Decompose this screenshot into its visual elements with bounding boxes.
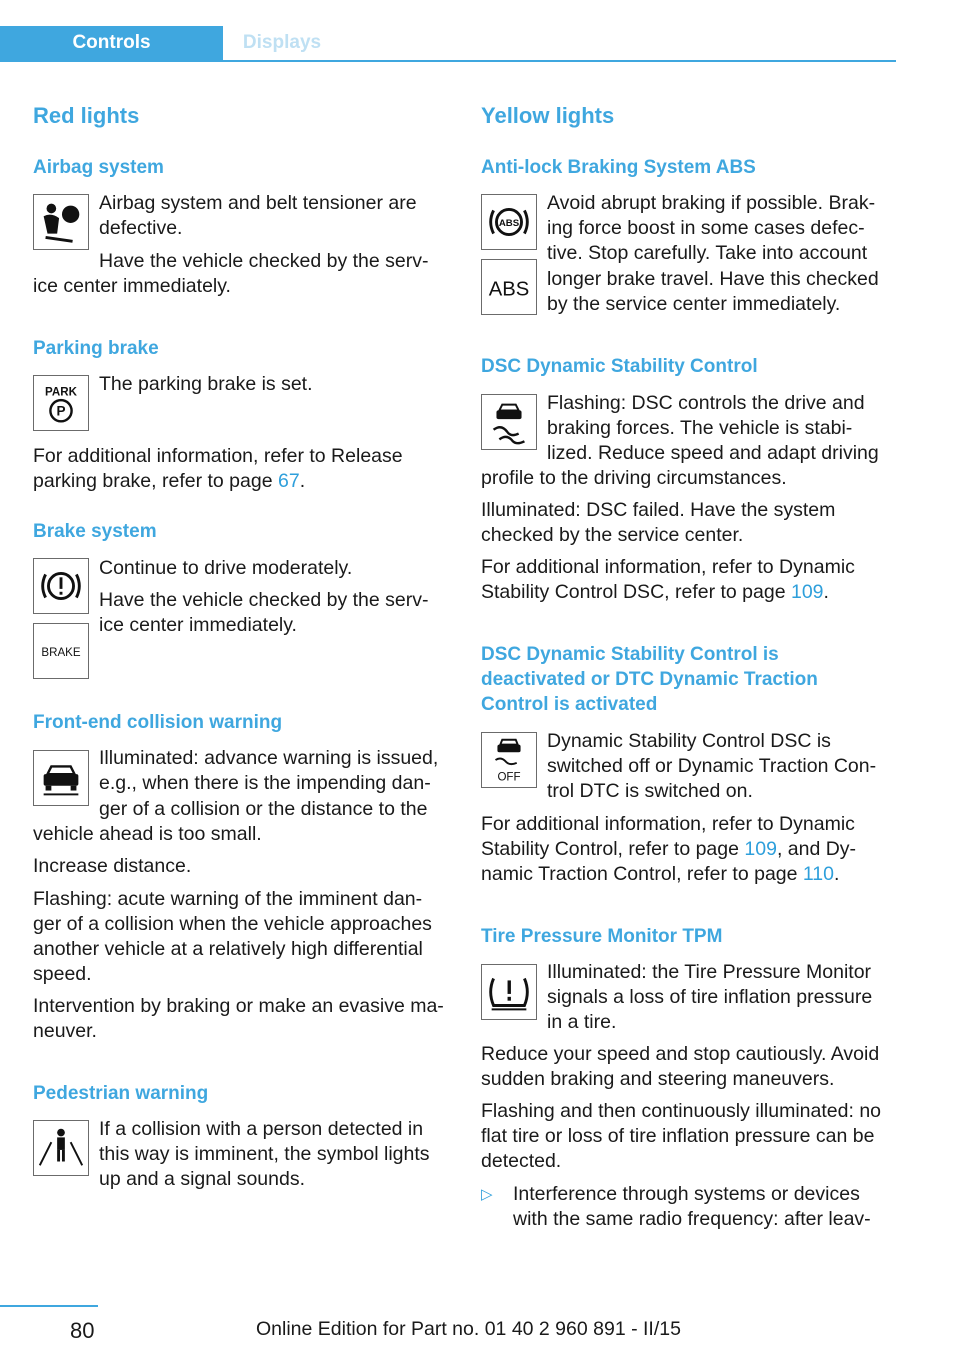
- tpm-text-1: Illuminated: the Tire Pressure Monitor: [547, 961, 872, 983]
- heading-abs: Anti-lock Braking System ABS: [481, 157, 756, 178]
- collision-text-5: Increase distance.: [33, 855, 192, 877]
- dsc-off-icon: [481, 732, 537, 788]
- pedestrian-warning-icon: [33, 1120, 89, 1176]
- tpm-text-3: in a tire.: [547, 1011, 617, 1033]
- tpm-text-7: flat tire or loss of tire inflation pressure can be: [481, 1125, 875, 1147]
- pedestrian-text-2: this way is imminent, the symbol lights: [99, 1143, 430, 1165]
- abs-text-icon: [481, 259, 537, 315]
- abs-text-5: by the service center immediately.: [547, 293, 841, 315]
- heading-dsc: DSC Dynamic Stability Control: [481, 356, 758, 377]
- parking-text-2: For additional information, refer to Release: [33, 445, 403, 467]
- brake-text-icon: [33, 623, 89, 679]
- brake-warning-icon: [33, 558, 89, 614]
- dtc-text-5: Stability Control, refer to page 109, and Dy-: [481, 838, 857, 860]
- heading-dsc-deactivated-line-1: DSC Dynamic Stability Control is: [481, 644, 779, 665]
- brake-text-2: Have the vehicle checked by the serv-: [99, 589, 429, 611]
- heading-tpm: Tire Pressure Monitor TPM: [481, 926, 723, 947]
- collision-text-7: ger of a collision when the vehicle approaches: [33, 913, 432, 935]
- dsc-text-4: profile to the driving circumstances.: [481, 467, 787, 489]
- page-link-109[interactable]: 109: [744, 838, 777, 860]
- tab-controls[interactable]: Controls: [0, 26, 223, 60]
- collision-text-11: neuver.: [33, 1020, 97, 1042]
- section-title-red-lights: Red lights: [33, 103, 140, 128]
- page-number: 80: [70, 1318, 95, 1343]
- collision-text-6: Flashing: acute warning of the imminent dan-: [33, 888, 423, 910]
- svg-text:OFF: OFF: [497, 771, 521, 784]
- heading-airbag-system: Airbag system: [33, 157, 164, 178]
- page-link-109[interactable]: 109: [790, 581, 824, 603]
- pedestrian-text-3: up and a signal sounds.: [99, 1168, 305, 1190]
- tpm-bullet-text-2: with the same radio frequency: after leav-: [513, 1208, 871, 1230]
- collision-text-9: speed.: [33, 963, 92, 985]
- abs-text-4: longer brake travel. Have this checked: [547, 268, 879, 290]
- pedestrian-text-1: If a collision with a person detected in: [99, 1118, 424, 1140]
- abs-text-1: Avoid abrupt braking if possible. Brak-: [547, 192, 876, 214]
- airbag-text-3: Have the vehicle checked by the serv-: [99, 250, 429, 272]
- dsc-text-5: Illuminated: DSC failed. Have the system: [481, 499, 836, 521]
- dsc-text-3: lized. Reduce speed and adapt driving: [547, 442, 879, 464]
- svg-text:P: P: [56, 403, 66, 419]
- svg-text:ABS: ABS: [498, 217, 520, 229]
- dsc-text-8: Stability Control DSC, refer to page 109.: [481, 581, 829, 603]
- edition-footer: Online Edition for Part no. 01 40 2 960 891 - II/15: [256, 1318, 681, 1340]
- tpm-bullet-text-1: Interference through systems or devices: [513, 1183, 860, 1205]
- collision-text-10: Intervention by braking or make an evasive ma-: [33, 995, 444, 1017]
- airbag-text-1: Airbag system and belt tensioner are: [99, 192, 417, 214]
- dtc-text-6: namic Traction Control, refer to page 110.: [481, 863, 840, 885]
- heading-front-end-collision-warning: Front-end collision warning: [33, 712, 283, 733]
- collision-text-1: Illuminated: advance warning is issued,: [99, 747, 439, 769]
- collision-text-2: e.g., when there is the impending dan-: [99, 772, 431, 794]
- header-tabbar: [0, 26, 896, 62]
- bullet-marker: ▷: [481, 1186, 493, 1203]
- collision-text-3: ger of a collision or the distance to the: [99, 798, 428, 820]
- dtc-text-3: trol DTC is switched on.: [547, 780, 753, 802]
- heading-dsc-deactivated-line-2: deactivated or DTC Dynamic Traction: [481, 669, 818, 690]
- tab-displays[interactable]: Displays: [242, 32, 322, 53]
- tire-pressure-icon: [481, 964, 537, 1020]
- parking-text-3: parking brake, refer to page 67.: [33, 470, 306, 492]
- airbag-warning-icon: [33, 194, 89, 250]
- tpm-text-6: Flashing and then continuously illuminated: no: [481, 1100, 882, 1122]
- dtc-text-4: For additional information, refer to Dynamic: [481, 813, 855, 835]
- heading-parking-brake: Parking brake: [33, 338, 159, 359]
- page-link-110[interactable]: 110: [802, 863, 834, 885]
- dsc-text-2: braking forces. The vehicle is stabi-: [547, 417, 853, 439]
- page-link-67[interactable]: 67: [277, 470, 300, 492]
- svg-text:BRAKE: BRAKE: [41, 646, 81, 659]
- tpm-text-4: Reduce your speed and stop cautiously. Avoid: [481, 1043, 880, 1065]
- dtc-text-1: Dynamic Stability Control DSC is: [547, 730, 831, 752]
- abs-text-2: ing force boost in some cases defec-: [547, 217, 865, 239]
- footer-rule: [0, 1305, 98, 1307]
- tpm-text-5: sudden braking and steering maneuvers.: [481, 1068, 835, 1090]
- svg-text:ABS: ABS: [488, 278, 530, 301]
- heading-pedestrian-warning: Pedestrian warning: [33, 1083, 209, 1104]
- abs-circle-icon: [481, 194, 537, 250]
- tpm-text-8: detected.: [481, 1150, 562, 1172]
- abs-text-3: tive. Stop carefully. Take into account: [547, 242, 868, 264]
- heading-brake-system: Brake system: [33, 521, 157, 542]
- svg-text:PARK: PARK: [45, 386, 77, 399]
- dsc-text-1: Flashing: DSC controls the drive and: [547, 392, 865, 414]
- brake-text-1: Continue to drive moderately.: [99, 557, 353, 579]
- brake-text-3: ice center immediately.: [99, 614, 297, 636]
- collision-text-4: vehicle ahead is too small.: [33, 823, 262, 845]
- airbag-text-4: ice center immediately.: [33, 275, 231, 297]
- dsc-text-7: For additional information, refer to Dynamic: [481, 556, 855, 578]
- parking-text-1: The parking brake is set.: [99, 373, 313, 395]
- collision-warning-car-icon: [33, 750, 89, 806]
- airbag-text-2: defective.: [99, 217, 183, 239]
- dsc-car-skid-icon: [481, 394, 537, 450]
- dtc-text-2: switched off or Dynamic Traction Con-: [547, 755, 877, 777]
- parking-brake-icon: [33, 375, 89, 431]
- heading-dsc-deactivated-line-3: Control is activated: [481, 694, 658, 715]
- tpm-text-2: signals a loss of tire inflation pressure: [547, 986, 873, 1008]
- collision-text-8: another vehicle at a relatively high differential: [33, 938, 423, 960]
- section-title-yellow-lights: Yellow lights: [481, 103, 615, 128]
- dsc-text-6: checked by the service center.: [481, 524, 744, 546]
